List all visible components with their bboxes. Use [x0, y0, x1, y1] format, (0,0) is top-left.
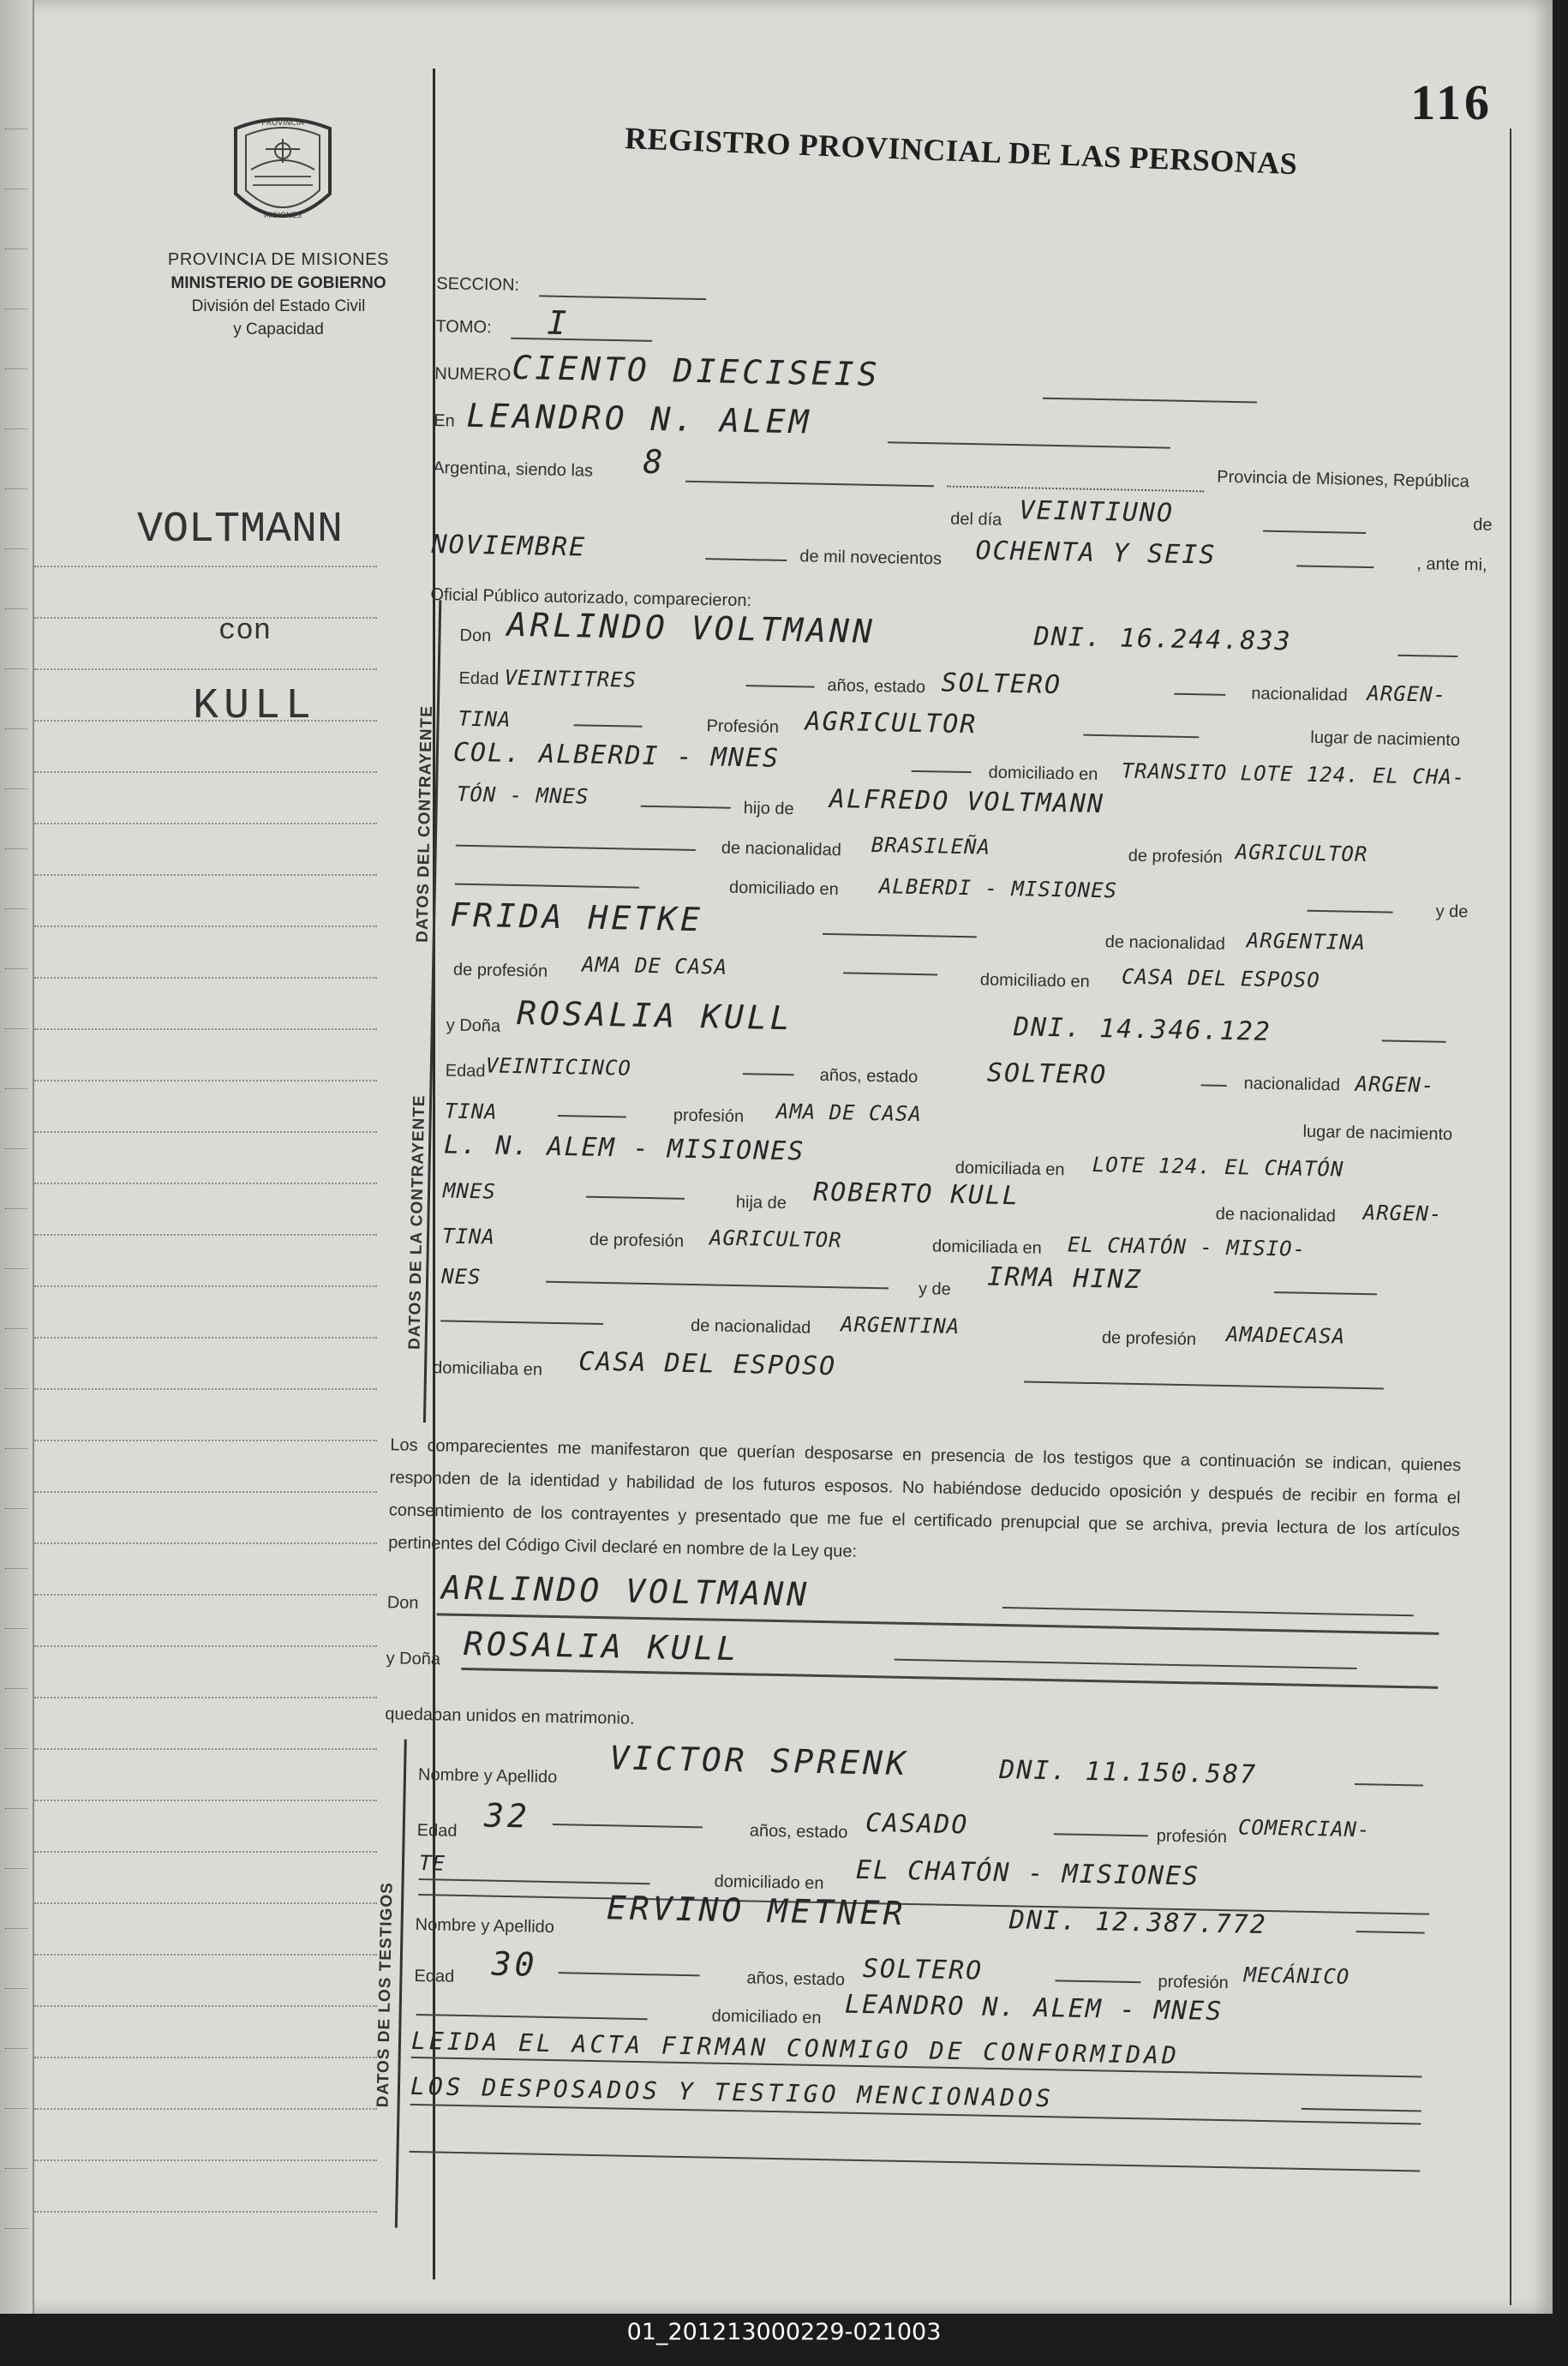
- groom-mother-dom: CASA DEL ESPOSO: [1121, 964, 1321, 993]
- bride-father-nac-1: ARGEN-: [1362, 1201, 1443, 1226]
- groom-hijo-label: hijo de: [743, 799, 794, 819]
- groom-age: VEINTITRES: [504, 665, 637, 692]
- groom-lugar-label: lugar de nacimiento: [1310, 728, 1461, 751]
- provincia-label: Provincia de Misiones, República: [1217, 467, 1469, 492]
- bride-mother-nac: ARGENTINA: [840, 1312, 961, 1339]
- w1-age: 32: [483, 1796, 531, 1836]
- bride-mother-dom: CASA DEL ESPOSO: [578, 1346, 837, 1382]
- groom-prof-label: Profesión: [706, 716, 780, 737]
- groom-dom-label: domiciliado en: [988, 763, 1098, 785]
- folio-number: 116: [1410, 75, 1493, 130]
- w1-nombre-label: Nombre y Apellido: [417, 1765, 558, 1788]
- w2-domicilio: LEANDRO N. ALEM - MNES: [844, 1989, 1224, 2028]
- bride-estado: SOLTERO: [986, 1057, 1108, 1091]
- bride-prof: AMA DE CASA: [775, 1099, 923, 1127]
- decl-don-label: Don: [386, 1593, 419, 1613]
- bride-father-dom-1: EL CHATÓN - MISIO-: [1067, 1232, 1307, 1261]
- page-title: REGISTRO PROVINCIAL DE LAS PERSONAS: [624, 120, 1299, 182]
- bride-nac-label: nacionalidad: [1243, 1074, 1341, 1095]
- groom-mother: FRIDA HETKE: [449, 895, 704, 939]
- w2-estado-label: años, estado: [746, 1968, 846, 1990]
- w1-prof-label: profesión: [1156, 1826, 1228, 1848]
- w2-name: ERVINO METNER: [606, 1889, 907, 1932]
- decl-dona-label: y Doña: [386, 1649, 441, 1669]
- day-value: VEINTIUNO: [1019, 495, 1175, 529]
- w1-edad-label: Edad: [416, 1820, 458, 1841]
- hour-value: 8: [643, 442, 667, 482]
- groom-father-nac: BRASILEÑA: [871, 832, 991, 860]
- witness-closing-1: LEIDA EL ACTA FIRMAN CONMIGO DE CONFORMIDAD: [410, 2026, 1181, 2070]
- year-value: OCHENTA Y SEIS: [975, 536, 1217, 571]
- de-mil-label: de mil novecientos: [799, 547, 943, 569]
- groom-dom-1: TRANSITO LOTE 124. EL CHA-: [1121, 758, 1466, 790]
- bride-father-dom-2: NES: [440, 1264, 482, 1290]
- bride-mother-prof-label: de profesión: [1101, 1328, 1197, 1350]
- bride-mother-dom-label: domiciliaba en: [432, 1358, 543, 1380]
- w1-estado-label: años, estado: [749, 1821, 848, 1842]
- bride-y-de-label: y de: [918, 1279, 952, 1299]
- groom-father-dom-label: domiciliado en: [728, 878, 839, 900]
- margin-note-bride: KULL: [193, 682, 317, 731]
- bride-estado-label: años, estado: [819, 1065, 919, 1087]
- groom-side-label: DATOS DEL CONTRAYENTE: [413, 704, 436, 943]
- bride-mother-prof: AMADECASA: [1225, 1322, 1346, 1349]
- de-label: de: [1473, 515, 1493, 535]
- bride-prof-label: profesión: [673, 1105, 745, 1127]
- w1-dom-label: domiciliado en: [714, 1872, 824, 1894]
- groom-dom-2: TÓN - MNES: [456, 782, 589, 809]
- w2-estado: SOLTERO: [862, 1954, 984, 1986]
- seal-top-text: PROVINCIA: [261, 119, 304, 128]
- w2-prof-label: profesión: [1158, 1972, 1229, 1993]
- w1-prof-2: TE: [418, 1851, 446, 1876]
- w1-name: VICTOR SPRENK: [608, 1739, 910, 1782]
- w1-dni: DNI. 11.150.587: [998, 1755, 1258, 1790]
- bride-side-label: DATOS DE LA CONTRAYENTE: [405, 1094, 429, 1351]
- bride-edad-label: Edad: [445, 1061, 486, 1081]
- bride-father: ROBERTO KULL: [812, 1177, 1020, 1212]
- month-value: NOVIEMBRE: [431, 530, 587, 563]
- en-value: LEANDRO N. ALEM: [466, 396, 812, 441]
- declaration-paragraph: Los comparecientes me manifestaron que querían desposarse en presencia de los testigos que a continuación se indican, quienes responden de la identidad y habilidad de los futuros esposos. No habiéndose deducido oposición y después de recibir en forma el consentimiento de los contrayentes y presentado que me fue el certificado prenupcial que se archiva, previa lectura de los artículos pertinentes del Código Civil declaré en nombre de la Ley que:: [387, 1435, 1462, 1561]
- groom-father-dom: ALBERDI - MISIONES: [878, 874, 1118, 903]
- seal-bottom-text: MISIONES: [263, 212, 302, 220]
- bride-father-nac-2: TINA: [441, 1224, 496, 1249]
- ante-mi-label: , ante mi,: [1416, 554, 1487, 575]
- groom-father-prof-label: de profesión: [1128, 846, 1224, 867]
- office-ministry: MINISTERIO DE GOBIERNO: [171, 274, 386, 292]
- bride-nac-1: ARGEN-: [1355, 1071, 1435, 1098]
- witness-bracket: [395, 1740, 407, 2228]
- w2-nombre-label: Nombre y Apellido: [415, 1914, 555, 1938]
- w1-estado: CASADO: [865, 1808, 969, 1841]
- oficial-label: Oficial Público autorizado, comparecieron:: [430, 585, 752, 611]
- argentina-label: Argentina, siendo las: [433, 458, 594, 481]
- w1-domicilio: EL CHATÓN - MISIONES: [855, 1854, 1200, 1892]
- groom-father-nac-label: de nacionalidad: [721, 838, 842, 860]
- groom-father-prof: AGRICULTOR: [1235, 840, 1368, 867]
- bride-nac-2: TINA: [444, 1099, 498, 1124]
- image-caption: 01_201213000229-021003: [626, 2319, 942, 2345]
- numero-value: CIENTO DIECISEIS: [512, 348, 881, 394]
- bride-dom-2: MNES: [442, 1178, 497, 1204]
- tomo-value: I: [547, 303, 571, 343]
- decl-bride: ROSALIA KULL: [463, 1624, 740, 1668]
- margin-note-with: con: [218, 615, 272, 648]
- bride-hija-label: hija de: [735, 1192, 787, 1213]
- decl-closing: quedaban unidos en matrimonio.: [385, 1704, 635, 1728]
- bride-age: VEINTICINCO: [485, 1053, 632, 1081]
- bride-father-nac-label: de nacionalidad: [1215, 1204, 1337, 1226]
- bride-name: ROSALIA KULL: [516, 994, 793, 1038]
- groom-prof: AGRICULTOR: [805, 706, 978, 740]
- del-dia-label: del día: [950, 509, 1002, 530]
- bride-father-dom-label: domiciliada en: [931, 1237, 1042, 1258]
- groom-father: ALFREDO VOLTMANN: [829, 784, 1105, 820]
- groom-mother-nac: ARGENTINA: [1246, 928, 1367, 955]
- w2-dom-label: domiciliado en: [711, 2006, 822, 2028]
- groom-nac-2: TINA: [458, 706, 512, 732]
- decl-groom: ARLINDO VOLTMANN: [440, 1568, 811, 1614]
- bride-father-prof: AGRICULTOR: [709, 1225, 842, 1253]
- office-capacity: y Capacidad: [233, 320, 324, 338]
- groom-estado: SOLTERO: [941, 668, 1062, 701]
- w2-edad-label: Edad: [414, 1966, 455, 1986]
- groom-name: ARLINDO VOLTMANN: [506, 605, 877, 650]
- groom-estado-label: años, estado: [827, 675, 926, 698]
- en-label: En: [434, 411, 456, 431]
- numero-label: NUMERO: [434, 364, 512, 385]
- groom-mother-dom-label: domiciliado en: [979, 970, 1090, 991]
- bride-dona-label: y Doña: [446, 1015, 501, 1036]
- groom-y-de-label: y de: [1435, 901, 1469, 922]
- groom-lugar: COL. ALBERDI - MNES: [452, 737, 781, 774]
- witness-closing-2: LOS DESPOSADOS Y TESTIGO MENCIONADOS: [410, 2071, 1055, 2113]
- bride-dom-1: LOTE 124. EL CHATÓN: [1092, 1152, 1344, 1182]
- tomo-label: TOMO:: [435, 317, 492, 338]
- bride-mother: IRMA HINZ: [986, 1261, 1143, 1296]
- bride-dom-label: domiciliada en: [955, 1158, 1065, 1180]
- groom-dni: DNI. 16.244.833: [1033, 621, 1292, 657]
- office-province: PROVINCIA DE MISIONES: [167, 250, 390, 269]
- w1-prof-1: COMERCIAN-: [1237, 1815, 1371, 1842]
- w2-dni: DNI. 12.387.772: [1008, 1905, 1268, 1941]
- w2-prof: MECÁNICO: [1243, 1962, 1350, 1989]
- groom-mother-prof-label: de profesión: [452, 960, 548, 981]
- groom-edad-label: Edad: [458, 668, 500, 689]
- office-division: División del Estado Civil: [191, 297, 366, 315]
- groom-mother-prof: AMA DE CASA: [581, 952, 728, 979]
- seccion-label: SECCION:: [436, 274, 520, 295]
- margin-note-groom: VOLTMANN: [137, 506, 344, 554]
- groom-mother-nac-label: de nacionalidad: [1104, 932, 1226, 954]
- groom-don-label: Don: [459, 626, 492, 646]
- bride-lugar-label: lugar de nacimiento: [1302, 1122, 1453, 1145]
- w2-age: 30: [491, 1944, 538, 1984]
- groom-nac-1: ARGEN-: [1367, 681, 1447, 707]
- bride-dni: DNI. 14.346.122: [1013, 1012, 1272, 1047]
- bride-lugar: L. N. ALEM - MISIONES: [443, 1129, 805, 1167]
- groom-nac-label: nacionalidad: [1251, 684, 1348, 705]
- bride-father-prof-label: de profesión: [589, 1230, 685, 1251]
- bride-mother-nac-label: de nacionalidad: [690, 1316, 811, 1338]
- witness-side-label: DATOS DE LOS TESTIGOS: [374, 1882, 397, 2108]
